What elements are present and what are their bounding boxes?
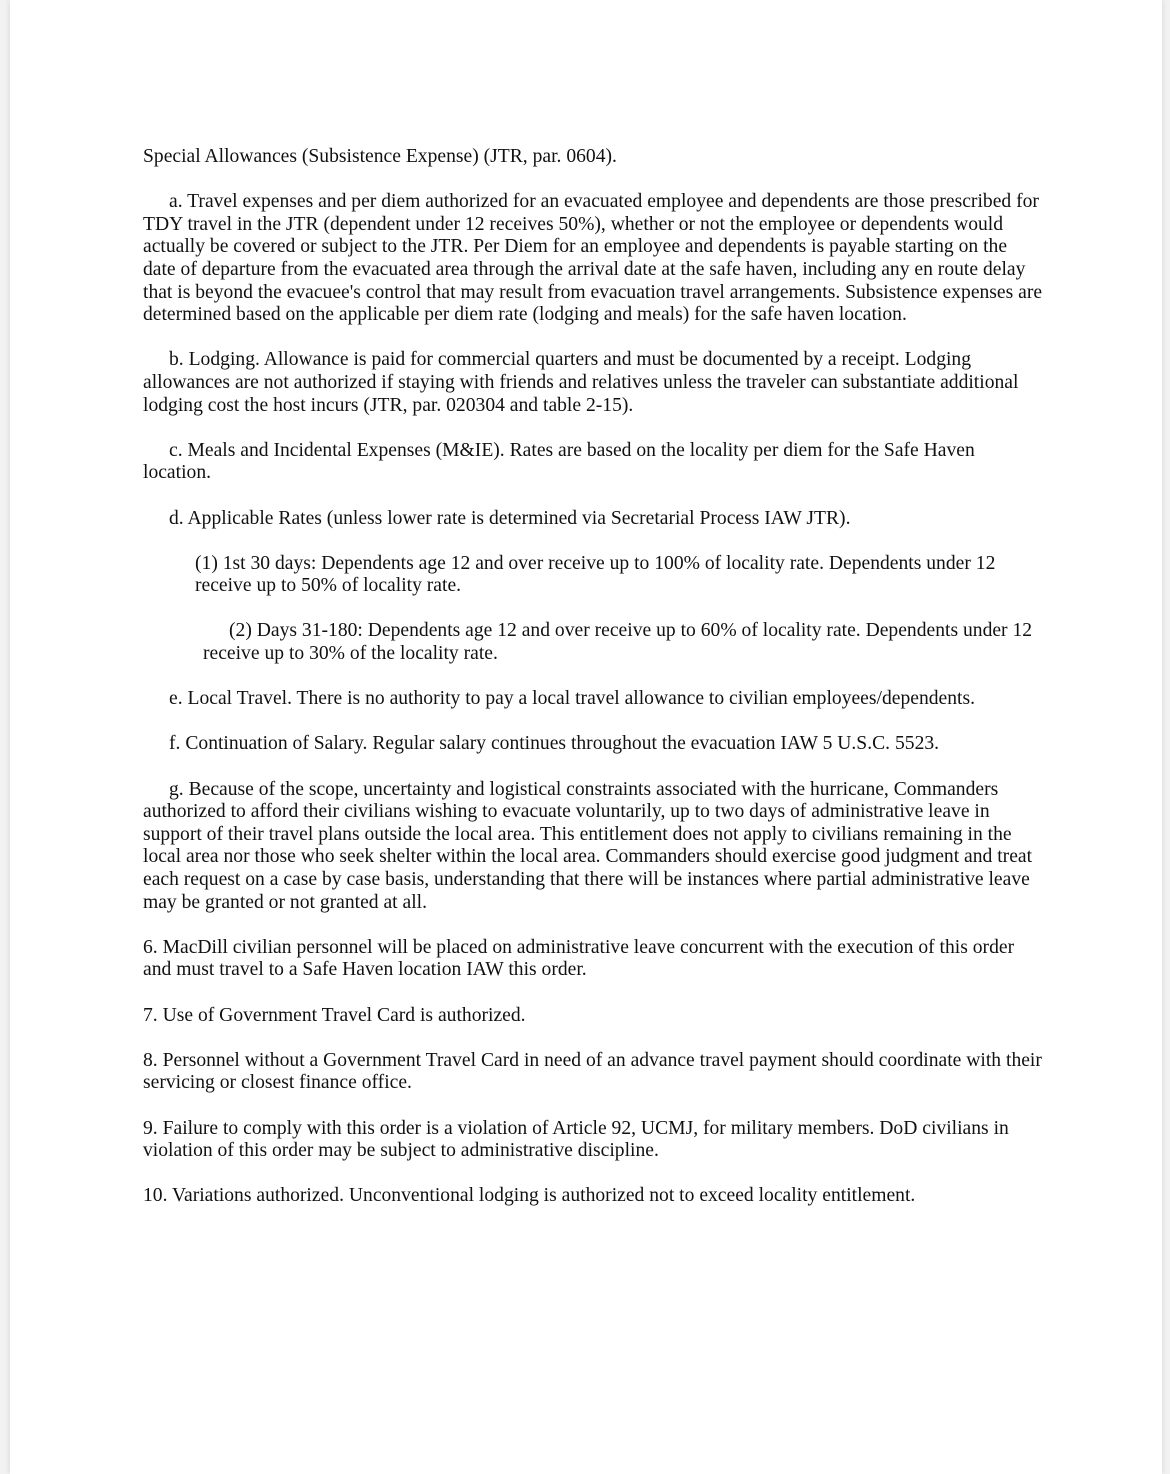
- document-body: [143, 146, 1043, 1231]
- paragraph-f-continuation-salary: f. Continuation of Salary. Regular salary continues throughout the evacuation IAW 5 U.S.C. 5523.: [169, 733, 940, 755]
- paragraph-c-meals: c. Meals and Incidental Expenses (M&IE). Rates are based on the locality per diem for the Safe Haven location.: [143, 439, 975, 484]
- paragraph-d-applicable-rates: d. Applicable Rates (unless lower rate is determined via Secretarial Process IAW JTR).: [169, 507, 851, 529]
- paragraph-d1-first-30-days: (1) 1st 30 days: Dependents age 12 and over receive up to 100% of locality rate. Dependents under 12 receive up to 50% of locality rate.: [195, 552, 996, 597]
- paragraph-8-advance-payment: 8. Personnel without a Government Travel Card in need of an advance travel payment should coordinate with their servicing or closest finance office.: [143, 1049, 1042, 1094]
- paragraph-10-variations: 10. Variations authorized. Unconventional lodging is authorized not to exceed locality entitlement.: [143, 1185, 916, 1207]
- paragraph-b-lodging: b. Lodging. Allowance is paid for commercial quarters and must be documented by a receipt. Lodging allowances are not authorized if staying with friends and relatives unless the traveler can substantiate additional lodging cost the host incurs (JTR, par. 020304 and table 2-15).: [143, 349, 1019, 416]
- paragraph-7-travel-card: 7. Use of Government Travel Card is authorized.: [143, 1004, 526, 1026]
- section-heading: Special Allowances (Subsistence Expense) (JTR, par. 0604).: [143, 146, 617, 167]
- paragraph-a-travel-expenses: a. Travel expenses and per diem authorized for an evacuated employee and dependents are those prescribed for TDY travel in the JTR (dependent under 12 receives 50%), whether or not the employee or dependents would actually be covered or subject to the JTR. Per Diem for an employee and dependents is payable starting on the date of departure from the evacuated area through the arrival date at the safe haven, including any en route delay that is beyond the evacuee's control that may result from evacuation travel arrangements. Subsistence expenses are determined based on the applicable per diem rate (lodging and meals) for the safe haven location.: [143, 191, 1043, 326]
- paragraph-6-macdill-personnel: 6. MacDill civilian personnel will be placed on administrative leave concurrent with the execution of this order and must travel to a Safe Haven location IAW this order.: [143, 936, 1015, 981]
- paragraph-d2-days-31-180: (2) Days 31-180: Dependents age 12 and over receive up to 60% of locality rate. Dependents under 12 receive up to 30% of the locality rate.: [203, 620, 1033, 665]
- document-page: [10, 0, 1162, 1474]
- paragraph-g-administrative-leave: g. Because of the scope, uncertainty and logistical constraints associated with the hurricane, Commanders authorized to afford their civilians wishing to evacuate voluntarily, up to two days of administrative leave in support of their travel plans outside the local area. This entitlement does not apply to civilians remaining in the local area nor those who seek shelter within the local area. Commanders should exercise good judgment and treat each request on a case by case basis, understanding that there will be instances where partial administrative leave may be granted or not granted at all.: [143, 778, 1033, 913]
- paragraph-9-failure-to-comply: 9. Failure to comply with this order is a violation of Article 92, UCMJ, for military members. DoD civilians in violation of this order may be subject to administrative discipline.: [143, 1117, 1009, 1162]
- paragraph-e-local-travel: e. Local Travel. There is no authority to pay a local travel allowance to civilian employees/dependents.: [169, 688, 975, 710]
